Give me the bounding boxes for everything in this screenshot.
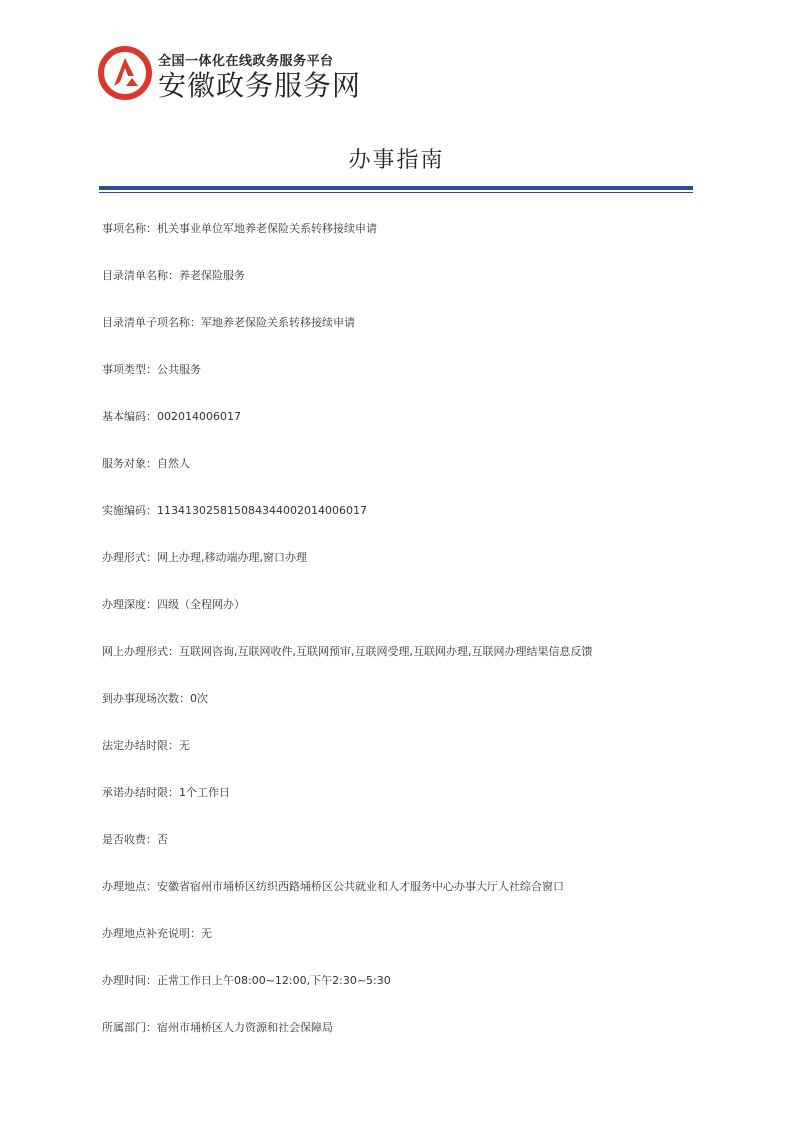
guide-field: [102, 457, 592, 504]
field-label: 实施编码：: [102, 504, 157, 517]
guide-field: [102, 222, 592, 269]
field-label: 办理地点：: [102, 880, 157, 893]
field-value: 宿州市埇桥区人力资源和社会保障局: [157, 1021, 333, 1034]
field-value: 正常工作日上午08:00~12:00,下午2:30~5:30: [157, 974, 391, 987]
field-value: 养老保险服务: [179, 269, 245, 282]
field-label: 是否收费：: [102, 833, 157, 846]
field-label: 办理形式：: [102, 551, 157, 564]
field-label: 所属部门：: [102, 1021, 157, 1034]
field-label: 到办事现场次数：: [102, 692, 190, 705]
field-value: 互联网咨询,互联网收件,互联网预审,互联网受理,互联网办理,互联网办理结果信息反馈: [179, 645, 593, 658]
field-value: 否: [157, 833, 168, 846]
guide-field: [102, 786, 592, 833]
title-rule-thick: [99, 186, 693, 190]
site-header: [98, 46, 398, 102]
field-label: 目录清单子项名称：: [102, 316, 201, 329]
title-rule-thin: [99, 192, 693, 193]
field-label: 基本编码：: [102, 410, 157, 423]
guide-field: [102, 833, 592, 880]
guide-field: [102, 974, 592, 1021]
guide-field: [102, 598, 592, 645]
field-value: 自然人: [157, 457, 190, 470]
field-value: 113413025815084344002014006017: [157, 504, 367, 517]
platform-line: 全国一体化在线政务服务平台: [158, 54, 334, 69]
field-value: 002014006017: [157, 410, 241, 423]
field-label: 服务对象：: [102, 457, 157, 470]
guide-field: [102, 551, 592, 598]
anhui-logo-icon: [98, 46, 152, 100]
field-label: 办理深度：: [102, 598, 157, 611]
field-value: 机关事业单位军地养老保险关系转移接续申请: [157, 222, 377, 235]
field-value: 网上办理,移动端办理,窗口办理: [157, 551, 307, 564]
guide-field: [102, 880, 592, 927]
field-value: 1个工作日: [179, 786, 230, 799]
guide-field: [102, 927, 592, 974]
guide-field: [102, 269, 592, 316]
field-label: 事项类型：: [102, 363, 157, 376]
field-label: 办理地点补充说明：: [102, 927, 201, 940]
page-title: 办事指南: [348, 148, 445, 173]
field-value: 军地养老保险关系转移接续申请: [201, 316, 355, 329]
field-label: 网上办理形式：: [102, 645, 179, 658]
field-value: 0次: [190, 692, 208, 705]
guide-fields: [102, 222, 592, 1068]
field-label: 法定办结时限：: [102, 739, 179, 752]
field-label: 目录清单名称：: [102, 269, 179, 282]
field-label: 办理时间：: [102, 974, 157, 987]
field-value: 无: [201, 927, 212, 940]
guide-field: [102, 645, 592, 692]
field-value: 公共服务: [157, 363, 201, 376]
guide-field: [102, 410, 592, 457]
field-label: 承诺办结时限：: [102, 786, 179, 799]
field-value: 无: [179, 739, 190, 752]
field-value: 四级（全程网办）: [157, 598, 245, 611]
field-label: 事项名称：: [102, 222, 157, 235]
guide-field: [102, 739, 592, 786]
guide-field: [102, 1021, 592, 1068]
site-name: 安徽政务服务网: [158, 69, 362, 102]
field-value: 安徽省宿州市埇桥区纺织西路埇桥区公共就业和人才服务中心办事大厅人社综合窗口: [157, 880, 564, 893]
guide-field: [102, 316, 592, 363]
guide-field: [102, 363, 592, 410]
guide-field: [102, 692, 592, 739]
guide-field: [102, 504, 592, 551]
